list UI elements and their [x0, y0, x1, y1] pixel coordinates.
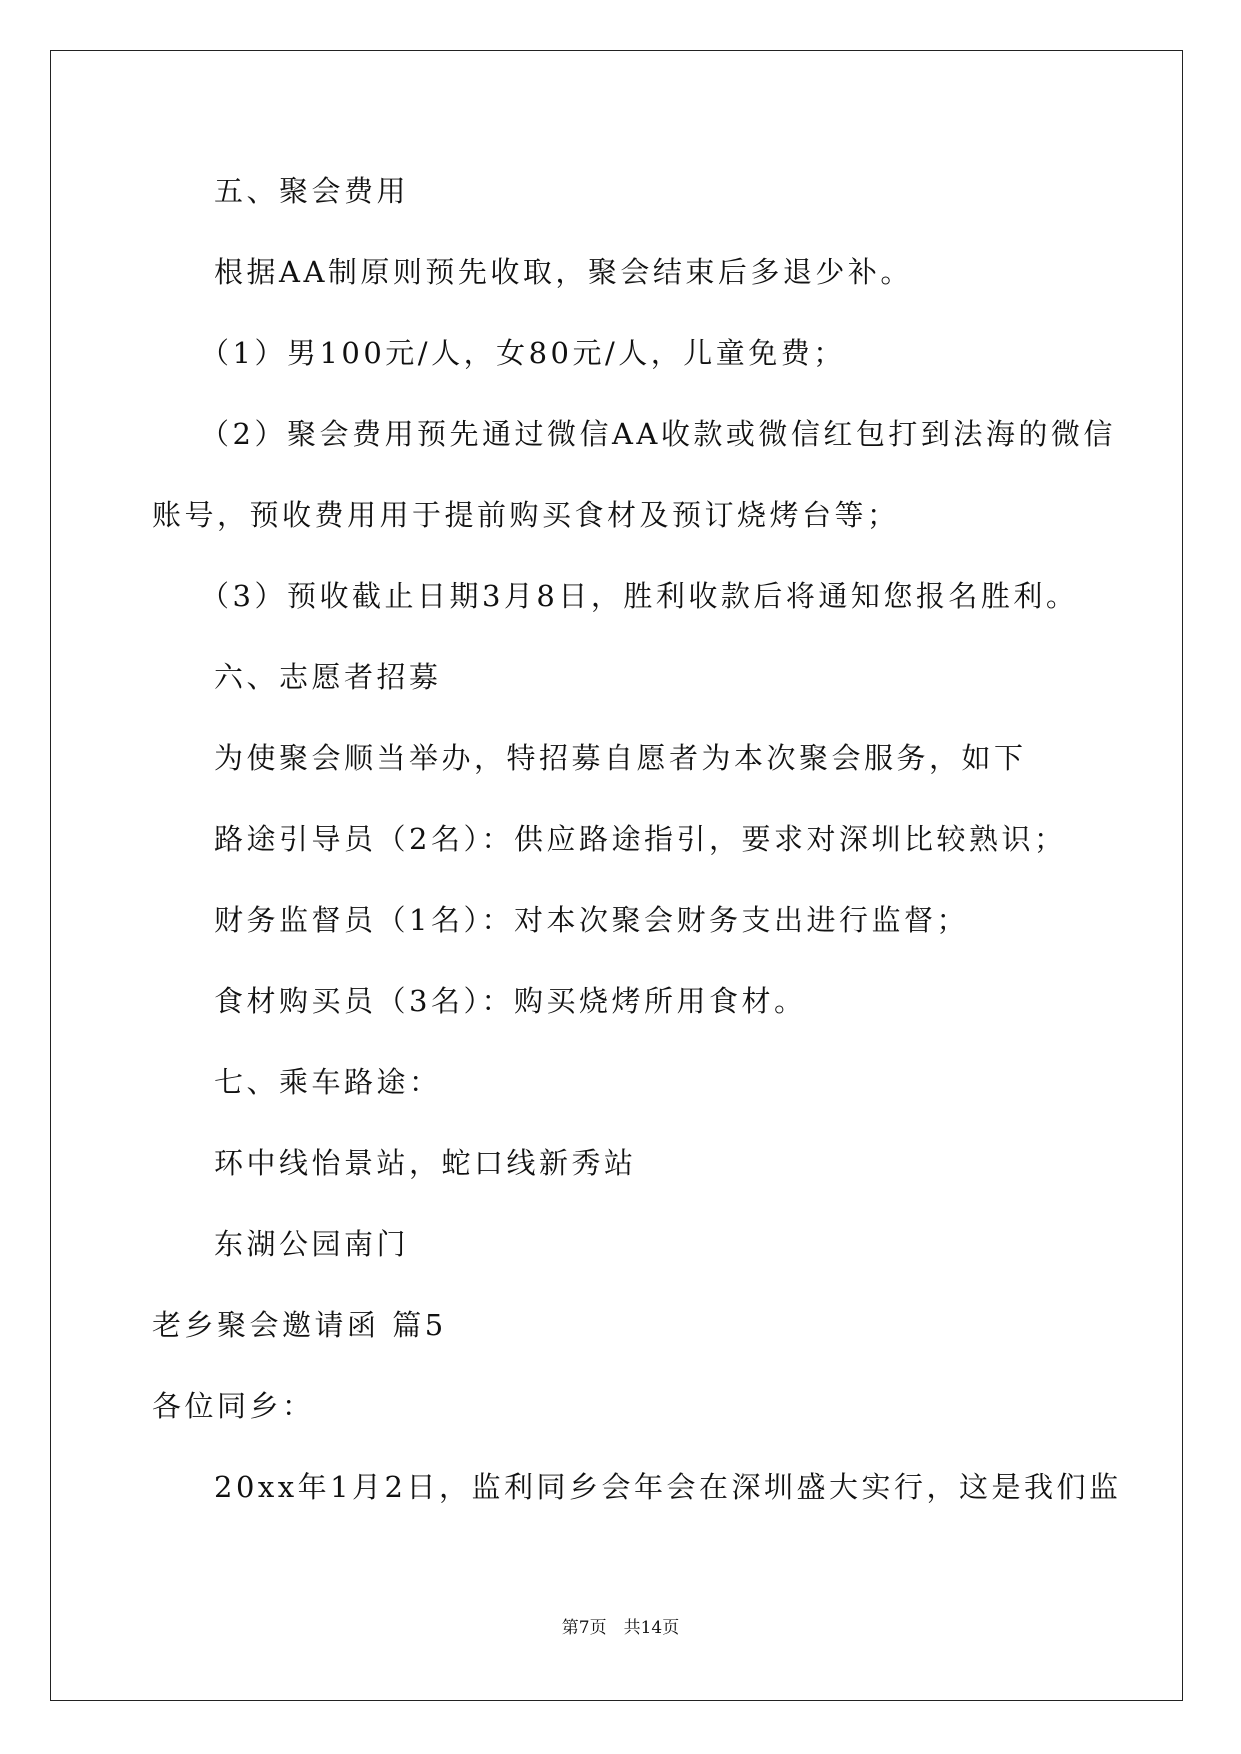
- paragraph-line: （1）男100元/人，女80元/人，儿童免费；: [200, 336, 846, 370]
- paragraph-line: 根据AA制原则预先收取，聚会结束后多退少补。: [214, 255, 913, 289]
- paragraph-line: （3）预收截止日期3月8日，胜利收款后将通知您报名胜利。: [200, 579, 1079, 613]
- paragraph-line: 20xx年1月2日，监利同乡会年会在深圳盛大实行，这是我们监: [214, 1470, 1122, 1504]
- paragraph-line: 环中线怡景站，蛇口线新秀站: [214, 1146, 637, 1180]
- paragraph-line: 为使聚会顺当举办，特招募自愿者为本次聚会服务，如下: [214, 741, 1027, 775]
- paragraph-line: 账号，预收费用用于提前购买食材及预订烧烤台等；: [152, 498, 900, 532]
- article-title: 老乡聚会邀请函 篇5: [152, 1308, 447, 1342]
- page-border: [50, 50, 1183, 1701]
- section-heading-volunteer: 六、志愿者招募: [214, 660, 442, 694]
- section-heading-fees: 五、聚会费用: [214, 174, 410, 208]
- paragraph-line: （2）聚会费用预先通过微信AA收款或微信红包打到法海的微信: [200, 417, 1116, 451]
- salutation: 各位同乡：: [152, 1389, 315, 1423]
- paragraph-line: 食材购买员（3名）：购买烧烤所用食材。: [214, 984, 807, 1018]
- section-heading-route: 七、乘车路途：: [214, 1065, 442, 1099]
- paragraph-line: 路途引导员（2名）：供应路途指引，要求对深圳比较熟识；: [214, 822, 1067, 856]
- paragraph-line: 东湖公园南门: [214, 1227, 410, 1261]
- paragraph-line: 财务监督员（1名）：对本次聚会财务支出进行监督；: [214, 903, 969, 937]
- page-number-footer: 第7页 共14页: [561, 1618, 680, 1638]
